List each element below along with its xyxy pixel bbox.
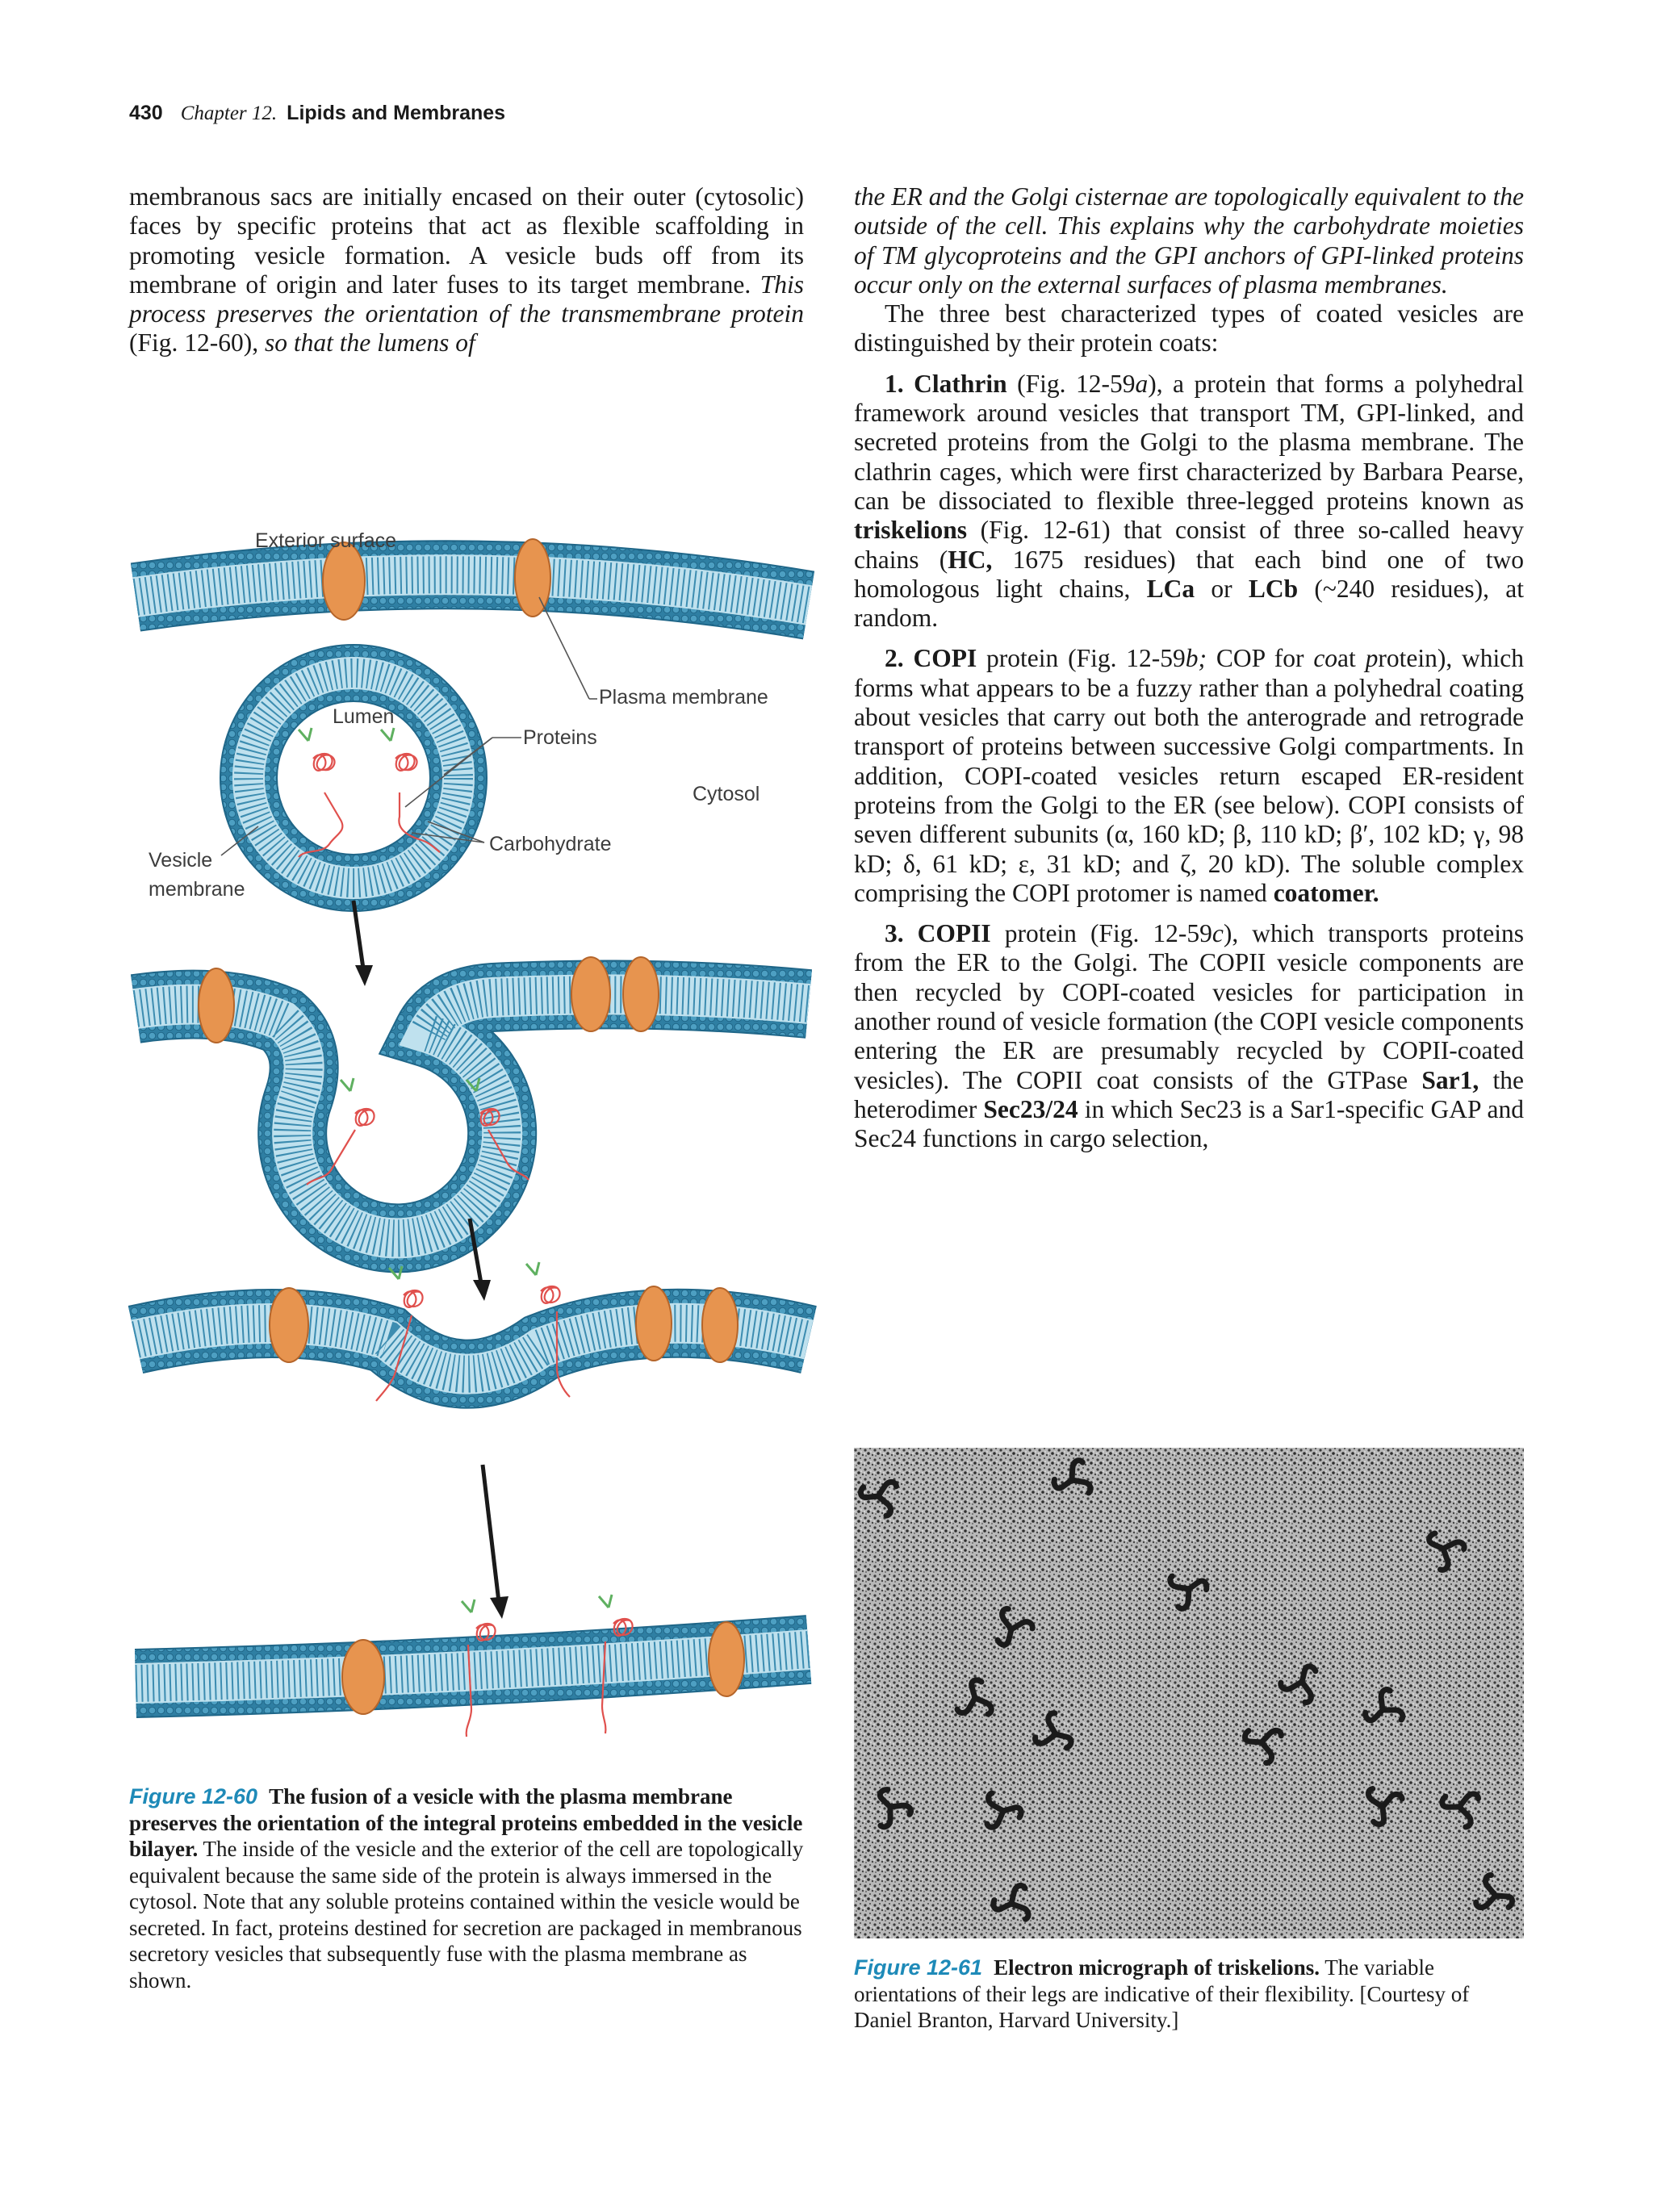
arrow-3 <box>483 1465 499 1602</box>
figure-12-60-label: Figure 12-60 <box>129 1784 258 1808</box>
protein-7 <box>636 1286 672 1361</box>
figure-12-61-caption: Figure 12-61 Electron micrograph of triskelions. The variable orientations of their legs are indicative of their flexibility. [Courtesy of Daniel Branton, Harvard University.] <box>854 1955 1470 2032</box>
right-paragraph-continued: the ER and the Golgi cisternae are topologically equivalent to the outside of the cell. This explains why the carbohydrate moieties of TM glycoproteins and the GPI anchors of GPI-linked proteins occur only on the external surfaces of plasma membranes. <box>854 182 1524 299</box>
vesicle-carbohydrates <box>299 728 394 741</box>
coated-vesicles-intro: The three best characterized types of coated vesicles are distinguished by their protein coats: <box>854 299 1524 358</box>
figure-12-60-caption: Figure 12-60 The fusion of a vesicle with the plasma membrane preserves the orientation of the integral proteins embedded in the vesicle bilayer. The inside of the vesicle and the exterior of the cell are topologically equivalent because the same side of the protein is always immersed in the cytosol. Note that any soluble proteins contained within the vesicle would be secreted. In fact, proteins destined for secretion are packaged in membranous secretory vesicles that subsequently fuse with the plasma membrane as shown. <box>129 1784 804 1992</box>
right-column <box>854 182 1524 1154</box>
running-header <box>129 102 505 125</box>
label-exterior-surface: Exterior surface <box>255 529 397 552</box>
list-item-copii: 3. COPII protein (Fig. 12-59c), which transports proteins from the ER to the Golgi. The COPII vesicle components are then recycled by COPI-coated vesicles for participation in another round of vesicle formation (the COPI vesicle components entering the ER are presumably recycled by COPII-coated vesicles). The COPII coat consists of the GTPase Sar1, the heterodimer Sec23/24 in which Sec23 is a Sar1-specific GAP and Sec24 functions in cargo selection, <box>854 919 1524 1153</box>
left-column <box>129 182 804 358</box>
chapter-number: Chapter 12. <box>180 102 278 124</box>
protein-2 <box>515 539 550 617</box>
protein-8 <box>702 1288 738 1362</box>
protein-3 <box>199 968 234 1043</box>
label-cytosol: Cytosol <box>693 783 760 805</box>
list-item-clathrin: 1. Clathrin (Fig. 12-59a), a protein that forms a polyhedral framework around vesicles that transport TM, GPI-linked, and secreted proteins from the Golgi to the plasma membrane. The clathrin cages, which were first characterized by Barbara Pearse, can be dissociated to flexible three-legged proteins known as triskelions (Fig. 12-61) that consist of three so-called heavy chains (HC, 1675 residues) that each bind one of two homologous light chains, LCa or LCb (~240 residues), at random. <box>854 369 1525 633</box>
label-carbohydrate: Carbohydrate <box>489 833 612 855</box>
figure-12-61-micrograph <box>854 1448 1524 1938</box>
figure-12-61-label: Figure 12-61 <box>854 1955 983 1980</box>
label-proteins: Proteins <box>523 726 597 749</box>
protein-10 <box>709 1622 744 1696</box>
list-item-copi: 2. COPI protein (Fig. 12-59b; COP for coat protein), which forms what appears to be a fuzzy rather than a polyhedral coating about vesicles that carry out both the anterograde and retrograde transport of proteins between successive Golgi compartments. In addition, COPI-coated vesicles return escaped ER-resident proteins from the Golgi to the ER (see below). COPI consists of seven different subunits (α, 160 kD; β, 110 kD; β′, 102 kD; γ, 98 kD; δ, 61 kD; ε, 31 kD; and ζ, 20 kD). The soluble complex comprising the COPI protomer is named coatomer. <box>854 644 1524 907</box>
chapter-title: Lipids and Membranes <box>287 102 506 124</box>
protein-5 <box>623 957 659 1031</box>
protein-4 <box>571 957 610 1031</box>
fused-carbohydrates <box>462 1595 612 1612</box>
left-paragraph: membranous sacs are initially encased on their outer (cytosolic) faces by specific proteins that act as flexible scaffolding in promoting vesicle formation. A vesicle buds off from its membrane of origin and later fuses to its target membrane. This process preserves the orientation of the transmembrane protein (Fig. 12-60), so that the lumens of <box>129 182 804 358</box>
figure-12-60-illustration <box>121 516 823 1775</box>
protein-9 <box>342 1640 384 1714</box>
label-plasma-membrane: Plasma membrane <box>599 686 768 709</box>
label-lumen: Lumen <box>333 705 395 728</box>
label-vesicle-membrane: membrane <box>149 878 245 901</box>
protein-1 <box>323 542 365 620</box>
label-vesicle: Vesicle <box>149 849 213 872</box>
page-number: 430 <box>129 102 163 124</box>
protein-6 <box>270 1288 308 1362</box>
